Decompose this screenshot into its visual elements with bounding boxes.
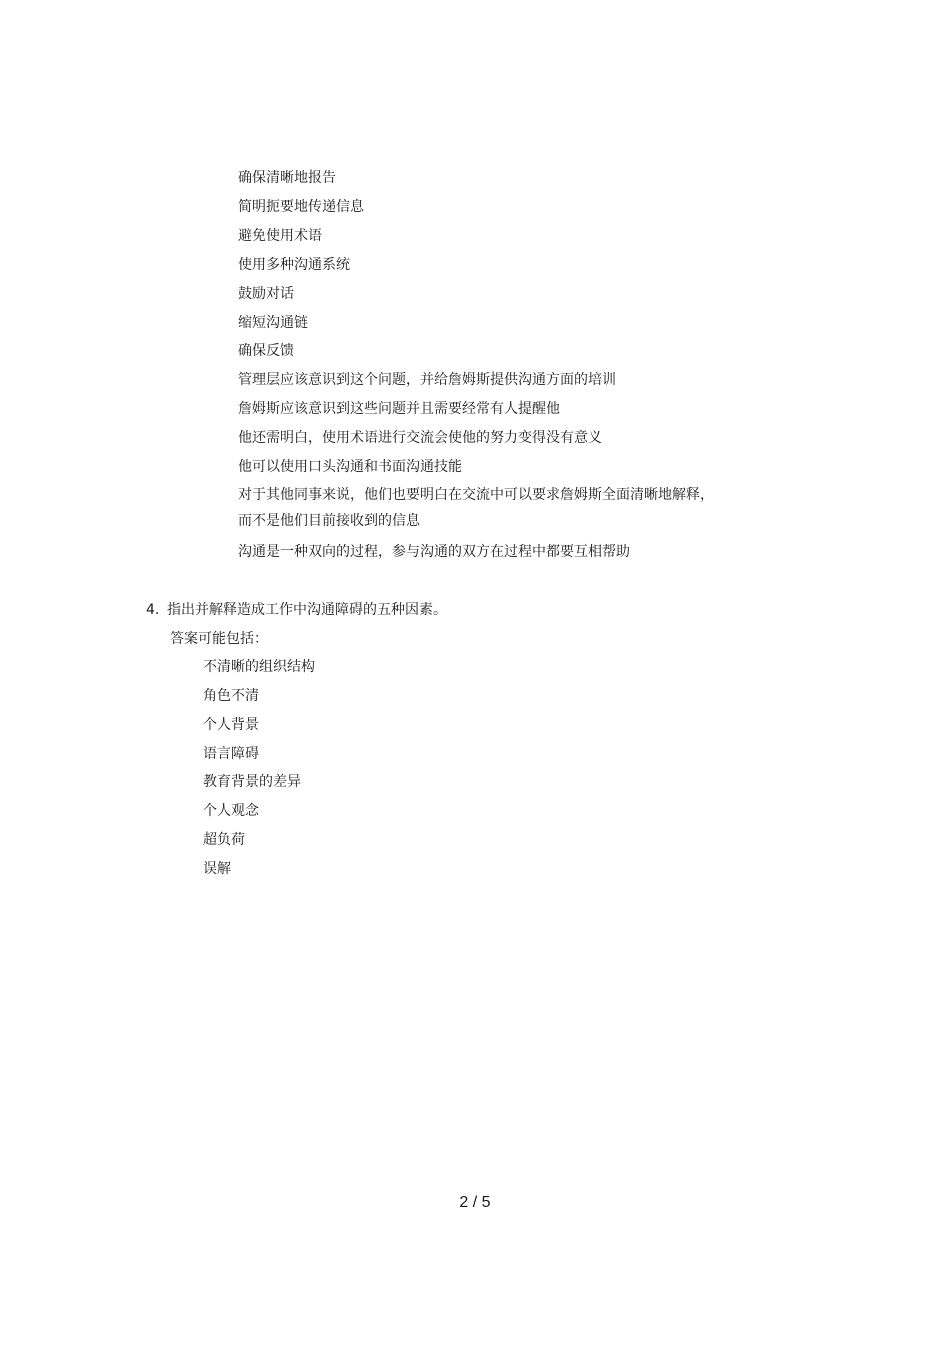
list-item: 角色不清 (203, 688, 259, 704)
list-item: 而不是他们目前接收到的信息 (238, 513, 420, 529)
list-item: 避免使用术语 (238, 228, 322, 244)
answer-intro: 答案可能包括： (170, 631, 268, 647)
list-item: 教育背景的差异 (203, 774, 301, 790)
list-item: 他还需明白，使用术语进行交流会使他的努力变得没有意义 (238, 430, 602, 446)
list-item: 他可以使用口头沟通和书面沟通技能 (238, 459, 462, 475)
question-number: 4. (146, 602, 160, 618)
list-item: 语言障碍 (203, 746, 259, 762)
list-item: 管理层应该意识到这个问题，并给詹姆斯提供沟通方面的培训 (238, 372, 616, 388)
list-item: 詹姆斯应该意识到这些问题并且需要经常有人提醒他 (238, 401, 560, 417)
list-item: 超负荷 (203, 832, 245, 848)
list-item: 鼓励对话 (238, 286, 294, 302)
list-item: 使用多种沟通系统 (238, 257, 350, 273)
page-number: 2 / 5 (459, 1194, 491, 1211)
list-item: 不清晰的组织结构 (203, 659, 315, 675)
list-item: 简明扼要地传递信息 (238, 199, 364, 215)
list-item: 对于其他同事来说，他们也要明白在交流中可以要求詹姆斯全面清晰地解释， (238, 487, 714, 503)
list-item: 误解 (203, 861, 231, 877)
list-item: 沟通是一种双向的过程，参与沟通的双方在过程中都要互相帮助 (238, 544, 630, 560)
list-item: 个人观念 (203, 803, 259, 819)
question-text: 指出并解释造成工作中沟通障碍的五种因素。 (167, 602, 447, 618)
list-item: 确保反馈 (238, 343, 294, 359)
list-item: 缩短沟通链 (238, 315, 308, 331)
list-item: 个人背景 (203, 717, 259, 733)
list-item: 确保清晰地报告 (238, 170, 336, 186)
